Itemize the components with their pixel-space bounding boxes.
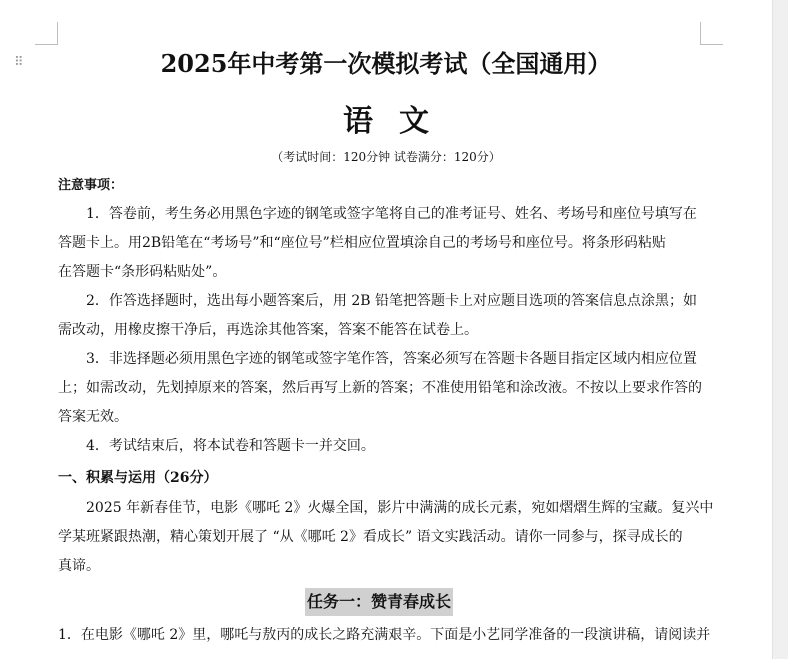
margin-corner-top-left [35, 22, 58, 45]
notice-heading: 注意事项： [58, 178, 124, 193]
exam-info: （考试时间：120分钟 试卷满分：120分） [271, 150, 501, 164]
text-line: 1．答卷前，考生务必用黑色字迹的钢笔或签字笔将自己的准考证号、姓名、考场号和座位号填写在 [86, 206, 697, 222]
exam-title: 2025年中考第一次模拟考试（全国通用） [160, 49, 612, 78]
margin-corner-top-right [700, 22, 723, 45]
text-line: 1．在电影《哪吒 2》里，哪吒与敖丙的成长之路充满艰辛。下面是小艺同学准备的一段演讲稿，请阅读并 [58, 627, 711, 643]
text-line: 学某班紧跟热潮，精心策划开展了 “从《哪吒 2》看成长” 语文实践活动。请你一同参与，探寻成长的 [58, 529, 683, 545]
notice-item-3 [58, 345, 702, 432]
question-1 [58, 621, 711, 650]
section-heading: 一、积累与运用（26分） [58, 470, 218, 486]
text-line: 答案无效。 [58, 409, 128, 425]
notice-item-1 [58, 200, 702, 287]
notice-item-2 [58, 287, 702, 345]
text-line: 需改动，用橡皮擦干净后，再选涂其他答案，答案不能答在试卷上。 [58, 322, 478, 338]
text-line: 在答题卡“条形码粘贴处”。 [58, 264, 227, 280]
subject-title: 语文 [343, 104, 455, 139]
text-line: 真谛。 [58, 558, 100, 574]
task-heading: 任务一：赞青春成长 [305, 588, 453, 616]
text-line: 答题卡上。用2B铅笔在“考场号”和“座位号”栏相应位置填涂自己的考场号和座位号。将条形码粘贴 [58, 235, 666, 251]
notice-item-4 [58, 432, 702, 461]
text-line: 3．非选择题必须用黑色字迹的钢笔或签字笔作答，答案必须写在答题卡各题目指定区域内相应位置 [86, 351, 697, 367]
text-line: 4．考试结束后，将本试卷和答题卡一并交回。 [86, 438, 375, 454]
drag-handle-icon[interactable]: ⠿ [14, 55, 22, 70]
text-line: 2．作答选择题时，选出每小题答案后，用 2B 铅笔把答题卡上对应题目选项的答案信息点涂黑；如 [86, 293, 698, 309]
text-line: 上；如需改动，先划掉原来的答案，然后再写上新的答案；不准使用铅笔和涂改液。不按以上要求作答的 [58, 380, 702, 396]
vertical-scrollbar[interactable] [772, 0, 788, 659]
text-line: 2025 年新春佳节，电影《哪吒 2》火爆全国，影片中满满的成长元素，宛如熠熠生辉的宝藏。复兴中 [86, 500, 714, 516]
intro-paragraph [58, 494, 714, 581]
